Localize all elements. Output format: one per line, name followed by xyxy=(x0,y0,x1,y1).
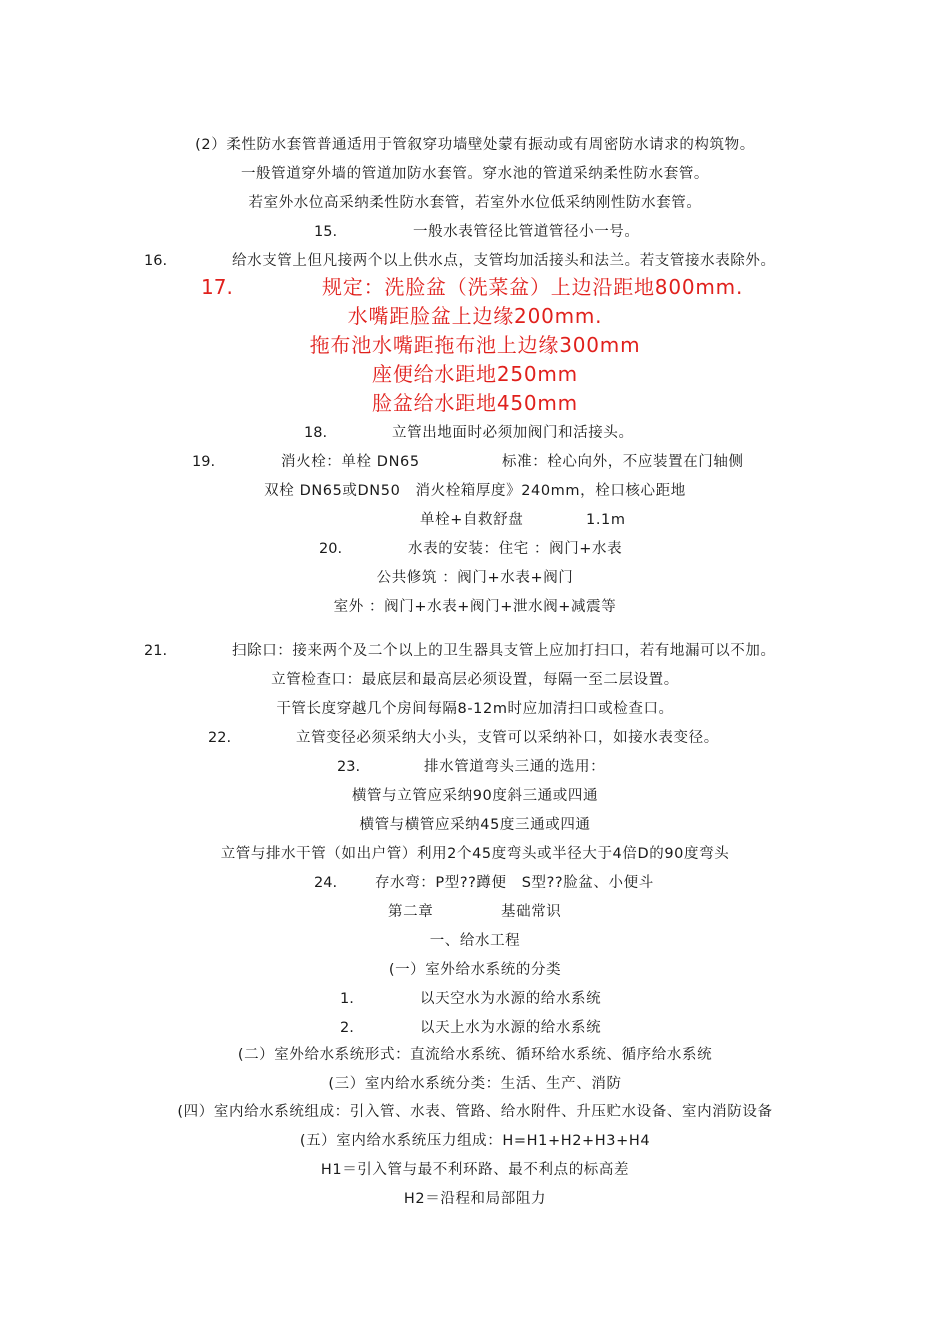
item-19-single: 单栓+自救舒盘 xyxy=(420,512,524,528)
item-number-19: 19. xyxy=(192,454,216,470)
pressure-h1: H1＝引入管与最不利环路、最不利点的标高差 xyxy=(320,1162,630,1178)
paragraph-flexible-sleeve: (2）柔性防水套管普通适用于管叙穿功墙壁处蒙有振动或有周密防水请求的构筑物。 xyxy=(195,137,755,153)
item-23-horizontal-vertical: 横管与立管应采纳90度斜三通或四通 xyxy=(351,788,599,804)
paragraph-wall-pipe: 一般管道穿外墙的管道加防水套管。穿水池的管道采纳柔性防水套管。 xyxy=(240,166,710,182)
item-17-basin: 脸盆给水距地450mm xyxy=(372,391,578,415)
item-20-public: 公共修筑 ：阀门+水表+阀门 xyxy=(376,570,574,586)
section-outdoor-forms: (二）室外给水系统形式：直流给水系统、循环给水系统、循序给水系统 xyxy=(237,1047,713,1063)
item-22-text: 立管变径必须采纳大小头，支管可以采纳补口，如接水表变径。 xyxy=(296,730,719,746)
item-number-17: 17. xyxy=(201,275,233,299)
list-number-1: 1. xyxy=(340,991,354,1007)
item-number-22: 22. xyxy=(208,730,232,746)
item-18-text: 立管出地面时必须加阀门和活接头。 xyxy=(392,425,634,441)
item-24-text: 存水弯：P型??蹲便 S型??脸盆、小便斗 xyxy=(375,875,654,891)
item-19-height: 1.1m xyxy=(586,512,626,528)
chapter-number: 第二章 xyxy=(388,904,434,920)
item-number-24: 24. xyxy=(314,875,338,891)
item-number-15: 15. xyxy=(314,224,338,240)
paragraph-water-level: 若室外水位高采纳柔性防水套管，若室外水位低采纳刚性防水套管。 xyxy=(248,195,702,211)
item-19-double: 双栓 DN65或DN50 消火栓箱厚度》240mm，栓口核心距地 xyxy=(264,483,686,499)
item-23-horizontal-horizontal: 横管与横管应采纳45度三通或四通 xyxy=(359,817,591,833)
item-17-toilet: 座便给水距地250mm xyxy=(372,362,578,386)
section-indoor-composition: (四）室内给水系统组成：引入管、水表、管路、给水附件、升压贮水设备、室内消防设备 xyxy=(177,1104,773,1120)
list-item-2: 以天上水为水源的给水系统 xyxy=(420,1020,602,1036)
item-17-mop-sink: 拖布池水嘴距拖布池上边缘300mm xyxy=(309,333,641,357)
item-23-riser-drain: 立管与排水干管（如出户管）利用2个45度弯头或半径大于4倍D的90度弯头 xyxy=(220,846,730,862)
item-number-18: 18. xyxy=(304,425,328,441)
pressure-h2: H2＝沿程和局部阻力 xyxy=(403,1191,547,1207)
section-water-supply: 一、给水工程 xyxy=(429,933,521,949)
item-17-faucet: 水嘴距脸盆上边缘200mm. xyxy=(347,304,603,328)
item-21-main-pipe: 干管长度穿越几个房间每隔8-12m时应加清扫口或检查口。 xyxy=(276,701,674,717)
item-number-21: 21. xyxy=(144,643,168,659)
item-17-text: 规定：洗脸盆（洗菜盆）上边沿距地800mm. xyxy=(322,275,744,299)
item-15-text: 一般水表管径比管道管径小一号。 xyxy=(413,224,640,240)
section-indoor-classification: (三）室内给水系统分类：生活、生产、消防 xyxy=(328,1076,622,1092)
section-pressure: (五）室内给水系统压力组成：H=H1+H2+H3+H4 xyxy=(299,1133,651,1149)
item-20-text: 水表的安装：住宅 ：阀门+水表 xyxy=(408,541,623,557)
item-number-23: 23. xyxy=(337,759,361,775)
item-number-20: 20. xyxy=(319,541,343,557)
list-number-2: 2. xyxy=(340,1020,354,1036)
item-23-text: 排水管道弯头三通的选用： xyxy=(424,759,606,775)
chapter-title: 基础常识 xyxy=(501,904,562,920)
list-item-1: 以天空水为水源的给水系统 xyxy=(420,991,602,1007)
item-20-outdoor: 室外 ：阀门+水表+阀门+泄水阀+减震等 xyxy=(333,599,617,615)
item-16-text: 给水支管上但凡接两个以上供水点，支管均加活接头和法兰。若支管接水表除外。 xyxy=(232,253,776,269)
item-21-text: 扫除口：接来两个及二个以上的卫生器具支管上应加打扫口，若有地漏可以不加。 xyxy=(232,643,776,659)
item-21-inspection: 立管检查口：最底层和最高层必须设置，每隔一至二层设置。 xyxy=(271,672,679,688)
item-19-standard: 标准：栓心向外，不应装置在门轴侧 xyxy=(502,454,744,470)
item-19-hydrant: 消火栓：单栓 DN65 xyxy=(281,454,420,470)
section-outdoor-classification: (一）室外给水系统的分类 xyxy=(388,962,562,978)
item-number-16: 16. xyxy=(144,253,168,269)
